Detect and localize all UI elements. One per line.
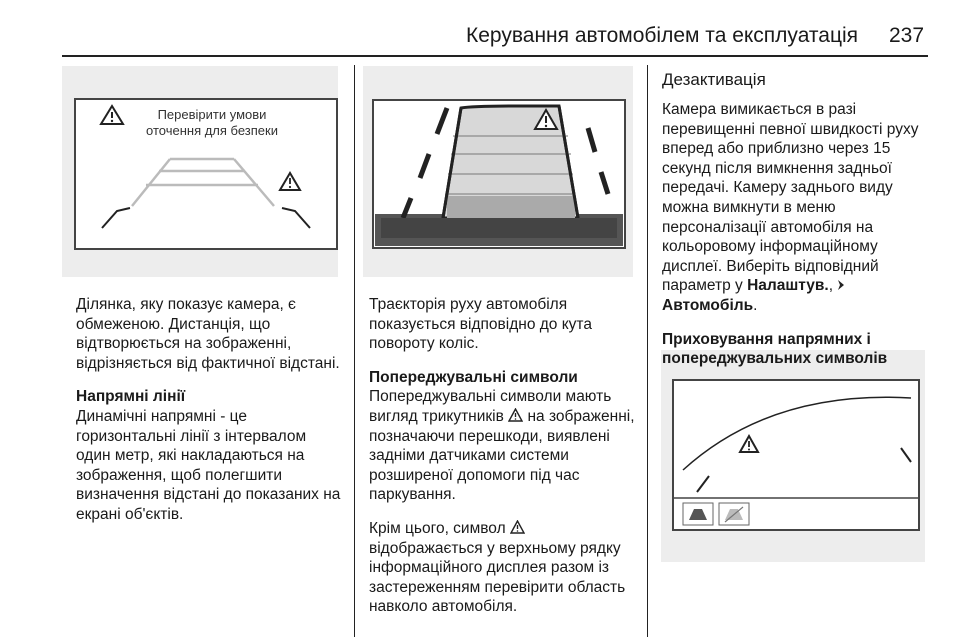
col3-paragraph-1-text: Камера вимикається в разі перевищенні певної швидкості руху вперед або приблизно через 15 секунд після вимкнення задньої передачі. Камеру заднього виду можна вимкнути в меню персоналізації автомобіля на кольоровому інформаційному дисплеї. Виберіть відповідний параметр у [662,101,919,295]
figure-warning-text-line1: Перевірити умови [157,107,267,122]
figure-trajectory [363,66,633,277]
column-3 [662,70,932,369]
col3-paragraph-1 [662,100,932,316]
heading-hide-guidelines: Приховування напрямних і попереджувальних символів [662,330,888,368]
col2-paragraph-1: Траєкторія руху автомобіля показується відповідно до кута повороту коліс. [369,296,592,353]
col2-paragraph-2-end: на зображенні, позначаючи перешкоди, виявлені задніми датчиками системи розширеної допомоги під час паркування. [369,407,635,504]
period: . [753,296,758,314]
col2-paragraph-2-start: Попереджувальні символи мають вигляд трикутників [369,388,612,425]
col1-paragraph-1: Ділянка, яку показує камера, є обмеженою. Дистанція, що відтворюється на зображенні, відрізняється від фактичної відстані. [76,296,340,372]
heading-deactivation: Дезактивація [662,70,766,89]
figure-hide-guidelines [661,350,925,562]
page-number: 237 [889,24,925,47]
heading-guidelines: Напрямні лінії [76,388,186,406]
col2-paragraph-3-end: відображається у верхньому рядку інформаційного дисплея разом із застереженням перевірити область навколо автомобіля. [369,539,626,616]
col2-paragraph-3-start: Крім цього, символ [369,519,506,537]
warning-triangle-icon [510,520,525,534]
heading-warning-symbols: Попереджувальні символи [369,368,578,386]
col2-paragraph-3 [369,519,635,617]
menu-item-settings: Налаштув. [747,277,829,295]
comma-separator: , [828,277,834,295]
column-2 [369,295,635,631]
figure-camera-display [62,66,338,277]
warning-triangle-icon [508,408,523,422]
column-divider-right [647,65,648,637]
column-1 [76,295,344,539]
page-header-title: Керування автомобілем та експлуатація [466,24,859,47]
figure-warning-text-line2: оточення для безпеки [146,123,278,138]
col1-paragraph-2: Динамічні напрямні - це горизонтальні лінії з інтервалом один метр, які накладаються на зображення, щоб полегшити визначення відстані до показаних на екрані об'єктів. [76,407,341,523]
col2-paragraph-2 [369,387,635,505]
menu-item-vehicle: Автомобіль [662,296,754,314]
column-divider-left [354,65,355,637]
header-rule [62,55,928,57]
menu-arrow-icon [837,279,845,291]
